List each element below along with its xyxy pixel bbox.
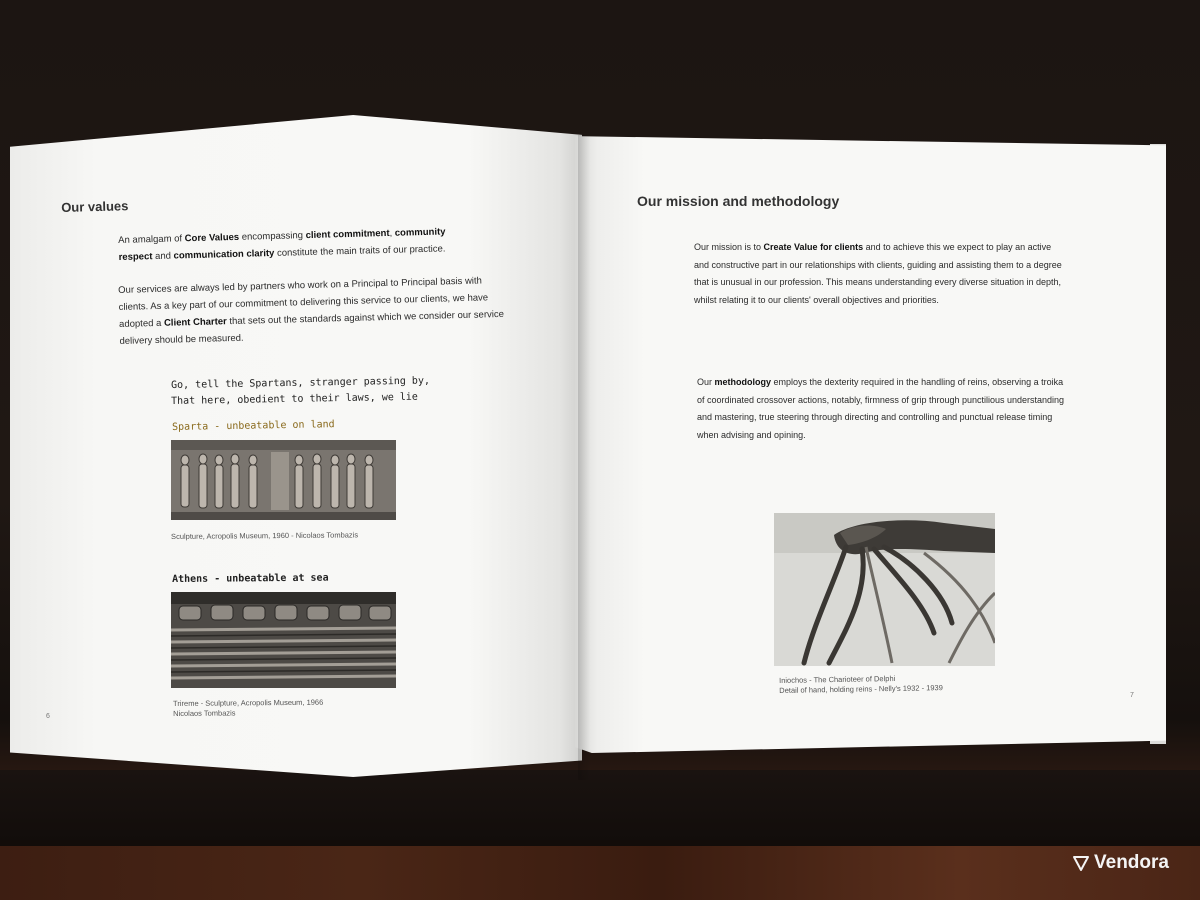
table-edge xyxy=(0,770,1200,842)
vendora-watermark xyxy=(1072,852,1169,874)
right-page-number: 7 xyxy=(1130,692,1134,699)
trireme-relief-photo xyxy=(171,592,396,688)
sparta-relief-photo xyxy=(171,440,396,520)
left-page-heading: Our values xyxy=(61,198,129,215)
right-page-heading: Our mission and methodology xyxy=(637,193,840,209)
book-spine xyxy=(578,135,590,780)
core-values-paragraph: An amalgam of Core Values encompassing client commitment, community respect and communication clarity constitute the main traits of our practice. xyxy=(118,226,446,263)
sparta-caption: Sculpture, Acropolis Museum, 1960 - Nicolaos Tombazis xyxy=(171,530,359,541)
methodology-paragraph: Our methodology employs the dexterity required in the handling of reins, observing a troika of coordinated crossover actions, notably, firmness of grip through punctilious understanding and mastering, true steering through directing and controlling and punctual release timing when advising and opining. xyxy=(697,377,1065,440)
athens-label: Athens - unbeatable at sea xyxy=(172,572,329,585)
poem-line-1: Go, tell the Spartans, stranger passing by, xyxy=(171,375,431,391)
wooden-floor xyxy=(0,840,1200,900)
services-paragraph: Our services are always led by partners who work on a Principal to Principal basis with clients. As a key part of our commitment to delivering this service to our clients, we have adopted a Client Charter that sets out the standards against which we consider our service delivery should be measured. xyxy=(118,275,505,347)
poem-line-2: That here, obedient to their laws, we lie xyxy=(171,391,418,407)
vendora-label: Vendora xyxy=(1094,852,1169,873)
charioteer-hand-photo xyxy=(774,513,995,666)
mission-paragraph: Our mission is to Create Value for clients and to achieve this we expect to play an active and constructive part in our relationships with clients, guiding and assisting them to a degree that is unusual in our profession. This means understanding every diverse situation in depth, whilst relating it to our clients' overall objectives and priorities. xyxy=(694,242,1062,305)
left-page-number: 6 xyxy=(46,713,50,720)
charioteer-caption: Iniochos - The Charioteer of Delphi Detail of hand, holding reins - Nelly's 1932 - 1939 xyxy=(779,673,943,695)
sparta-label: Sparta - unbeatable on land xyxy=(172,419,335,433)
trireme-caption: Trireme - Sculpture, Acropolis Museum, 1966 Nicolaos Tombazis xyxy=(173,697,324,718)
vendora-logo-icon xyxy=(1072,854,1090,872)
